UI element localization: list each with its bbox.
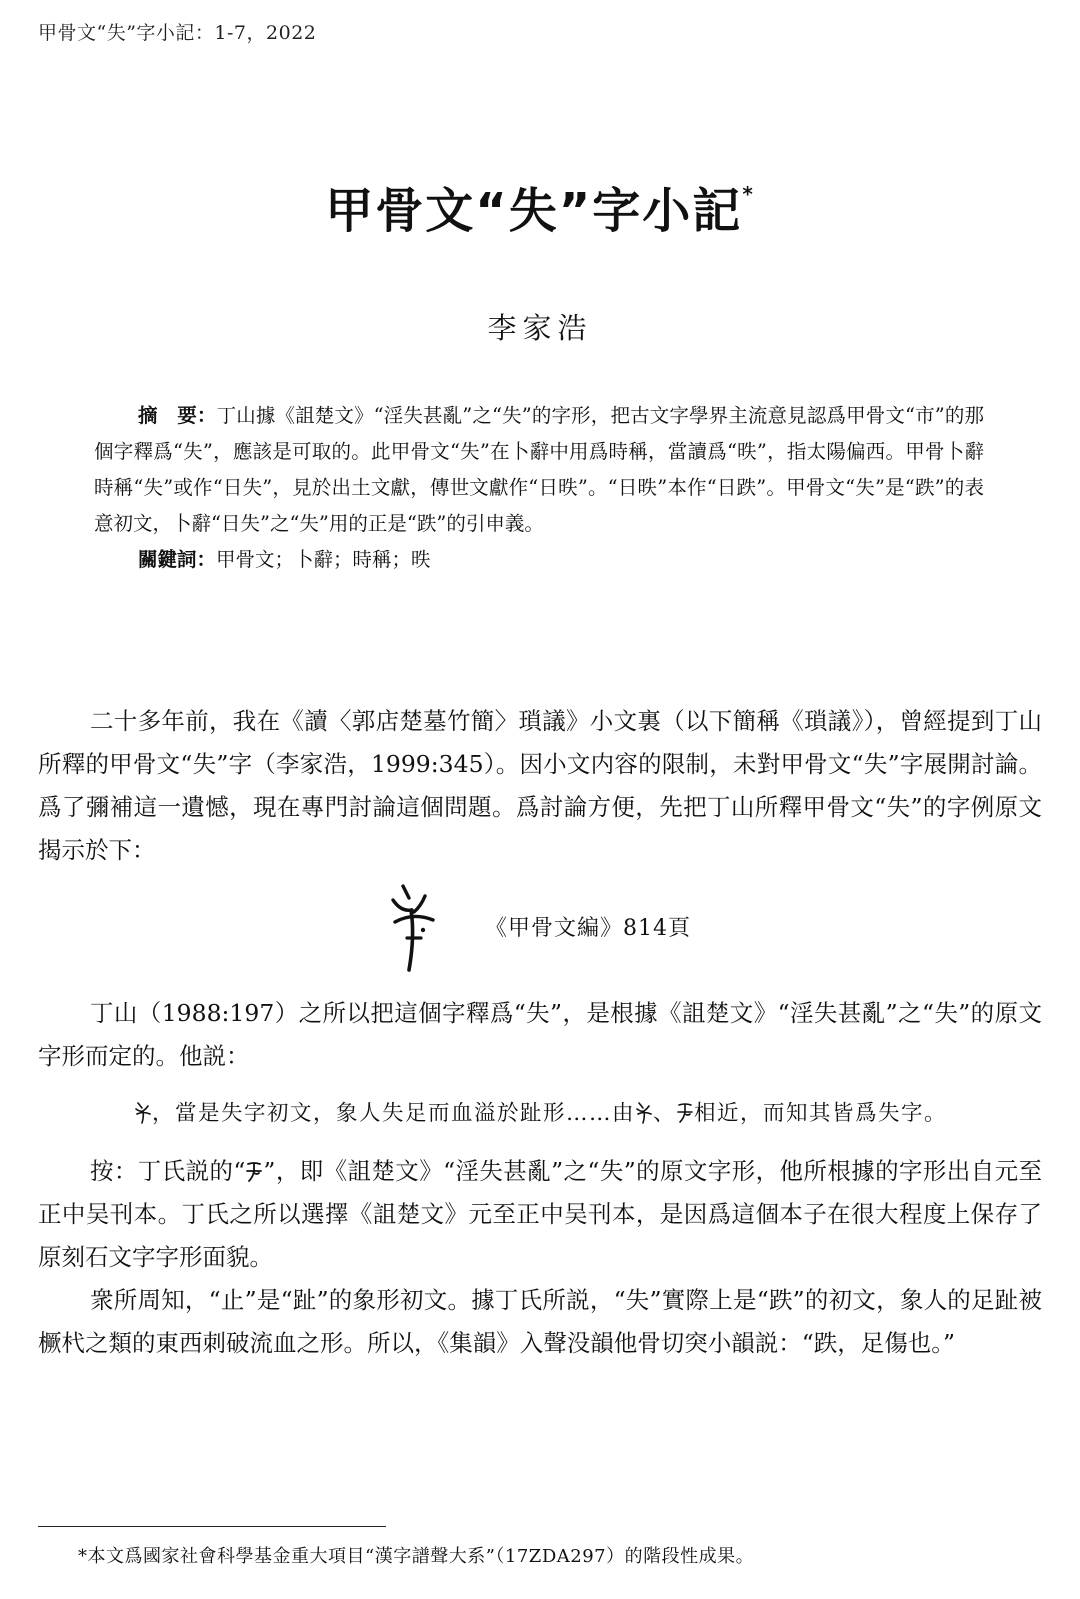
footnote: *本文爲國家社會科學基金重大項目“漢字譜聲大系”（17ZDA297）的階段性成果。 (78, 1546, 755, 1567)
keywords-label: 關鍵詞： (138, 548, 217, 571)
body-paragraph-3 (38, 1150, 1042, 1279)
footnote-divider (38, 1526, 386, 1527)
quote-text-b: 、 (653, 1101, 677, 1126)
keywords-text: 甲骨文；卜辭；時稱；昳 (216, 548, 431, 571)
abstract-text: 丁山據《詛楚文》“淫失甚亂”之“失”的字形，把古文字學界主流意見認爲甲骨文“市”的那個字釋爲“失”，應該是可取的。此甲骨文“失”在卜辭中用爲時稱，當讀爲“昳”，指太陽偏西。甲骨卜辭時稱“失”或作“日失”，見於出土文獻，傳世文獻作“日昳”。“日昳”本作“日跌”。甲骨文“失”是“跌”的表意初文，卜辭“日失”之“失”用的正是“跌”的引申義。 (94, 404, 984, 535)
keywords-line (94, 542, 984, 578)
author-name: 李家浩 (487, 311, 593, 345)
p3-text-a: 按：丁氏説的“ (90, 1157, 246, 1185)
title-footnote-mark: * (742, 182, 755, 206)
abstract-paragraph (94, 398, 984, 542)
body-paragraph-2: 丁山（1988:197）之所以把這個字釋爲“失”，是根據《詛楚文》“淫失甚亂”之“失”的原文字形而定的。他説： (38, 999, 1042, 1070)
quote-text-a: ，當是失字初文，象人失足而血溢於趾形……由 (152, 1101, 636, 1126)
running-head: 甲骨文“失”字小記：1-7，2022 (38, 22, 317, 44)
body-text (38, 700, 1042, 1365)
oracle-glyph-inline-image (635, 1100, 653, 1124)
abstract-block (94, 398, 984, 578)
abstract-label: 摘 要： (138, 404, 217, 427)
quote-text-c: 相近，而知其皆爲失字。 (694, 1101, 948, 1126)
p3-text-b: ”，即《詛楚文》“淫失甚亂”之“失”的原文字形，他所根據的字形出自元至正中吴刊本。丁氏之所以選擇《詛楚文》元至正中吴刊本，是因爲這個本子在很大程度上保存了原刻石文字字形面貌。 (38, 1157, 1042, 1271)
paper-title (0, 172, 1080, 241)
body-paragraph-4: 衆所周知，“止”是“趾”的象形初文。據丁氏所説，“失”實際上是“跌”的初文，象人的足趾被橛杙之類的東西刺破流血之形。所以，《集韻》入聲没韻他骨切突小韻説：“跌，足傷也。” (38, 1286, 1042, 1357)
block-quote (90, 1092, 994, 1136)
title-text: 甲骨文“失”字小記 (325, 183, 743, 239)
figure-caption: 《甲骨文編》814頁 (485, 915, 691, 941)
oracle-bone-figure (38, 878, 1042, 978)
oracle-glyph-inline-image (134, 1100, 152, 1124)
chu-script-glyph-image (676, 1100, 694, 1124)
chu-script-glyph-image (245, 1159, 263, 1183)
body-paragraph-1: 二十多年前，我在《讀〈郭店楚墓竹簡〉瑣議》小文裏（以下簡稱《瑣議》），曾經提到丁山所釋的甲骨文“失”字（李家浩，1999:345）。因小文内容的限制，未對甲骨文“失”字展開討論。爲了彌補這一遺憾，現在專門討論這個問題。爲討論方便，先把丁山所釋甲骨文“失”的字例原文揭示於下： (38, 707, 1042, 864)
oracle-bone-glyph-image (389, 882, 439, 974)
